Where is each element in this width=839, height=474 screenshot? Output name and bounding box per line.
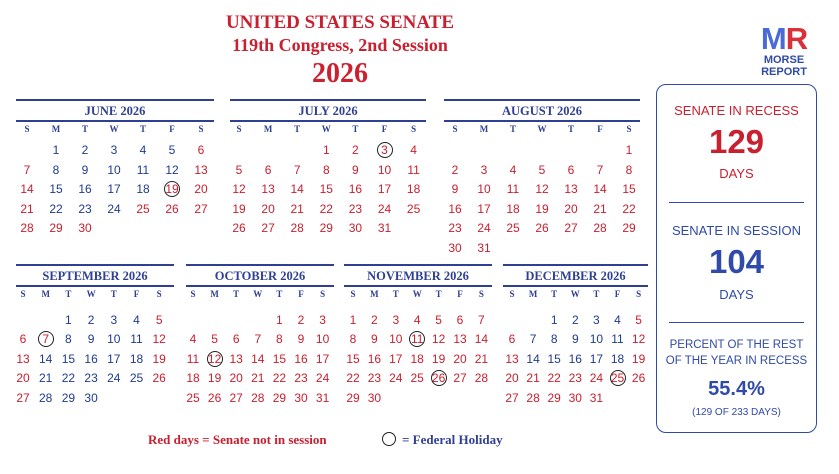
calendar-day: 13 xyxy=(505,351,519,366)
calendar-day: 9 xyxy=(451,182,459,197)
calendar-day: 4 xyxy=(133,313,140,327)
calendar-day: 4 xyxy=(413,313,421,327)
calendar-day: 30 xyxy=(367,390,382,405)
calendar-day: 30 xyxy=(448,241,462,255)
calendar-day: 28 xyxy=(593,221,607,236)
calendar-day: 16 xyxy=(78,182,92,197)
month-august: AUGUST 2026 S M T W T F S xyxy=(444,99,640,249)
calendar-day: 28 xyxy=(20,221,34,236)
calendar-day: 29 xyxy=(272,390,287,405)
calendar-day: 28 xyxy=(474,371,489,386)
calendar-day: 13 xyxy=(261,182,275,197)
calendar-day: 27 xyxy=(564,221,578,236)
calendar-day: 20 xyxy=(16,371,30,386)
calendar-day: 14 xyxy=(593,182,607,197)
calendar-day: 10 xyxy=(107,332,121,347)
calendar-day: 18 xyxy=(136,182,150,197)
calendar-day: 19 xyxy=(631,351,646,366)
calendar-day: 7 xyxy=(254,332,262,347)
calendar-day: 1 xyxy=(276,313,283,327)
calendar-day: 23 xyxy=(568,371,582,386)
calendar-day: 4 xyxy=(410,143,417,157)
month-name: AUGUST 2026 xyxy=(502,104,582,118)
calendar-day: 31 xyxy=(377,221,392,236)
calendar-day: 2 xyxy=(352,143,359,157)
month-header xyxy=(503,264,648,287)
calendar-day: 10 xyxy=(107,162,121,177)
calendar-day: 7 xyxy=(42,332,50,347)
calendar-day: 26 xyxy=(535,221,549,236)
calendar-day: 17 xyxy=(315,351,330,366)
month-name: SEPTEMBER 2026 xyxy=(42,269,148,283)
legend-holiday-circle-icon xyxy=(382,432,396,446)
calendar-day: 19 xyxy=(152,351,166,366)
calendar-day: 22 xyxy=(272,371,287,386)
calendar-day: 29 xyxy=(61,390,76,405)
month-name: OCTOBER 2026 xyxy=(214,269,306,283)
calendar-day: 10 xyxy=(389,332,403,347)
calendar-day: 14 xyxy=(474,332,489,347)
calendar-day: 2 xyxy=(87,313,95,327)
calendar-day: 6 xyxy=(456,313,464,327)
calendar-day: 30 xyxy=(78,221,92,236)
calendar-day: 22 xyxy=(49,201,63,216)
calendar-day: 6 xyxy=(264,162,272,177)
calendar-day: 10 xyxy=(589,332,604,347)
calendar-day: 23 xyxy=(367,371,382,386)
calendar-day: 7 xyxy=(529,332,537,347)
calendar-day: 29 xyxy=(319,221,333,236)
calendar-day: 11 xyxy=(407,162,420,177)
calendar-day: 19 xyxy=(165,182,179,197)
calendar-day: 5 xyxy=(155,313,163,327)
calendar-day: 21 xyxy=(290,201,304,216)
calendar-day: 12 xyxy=(232,182,246,197)
calendar-day: 8 xyxy=(52,162,60,177)
calendar-day: 16 xyxy=(84,351,98,366)
calendar-day: 11 xyxy=(136,162,150,177)
month-header xyxy=(186,264,334,287)
calendar-day: 9 xyxy=(81,162,89,177)
calendar-day: 23 xyxy=(448,221,462,236)
calendar-day: 25 xyxy=(410,371,424,386)
calendar-day: 29 xyxy=(547,390,561,405)
calendar-day: 18 xyxy=(506,201,520,216)
recess-days: 129 xyxy=(708,123,765,160)
calendar-day: 8 xyxy=(349,332,357,347)
calendar-day: 17 xyxy=(107,351,121,366)
calendar-day: 23 xyxy=(294,371,308,386)
summary-panel xyxy=(656,84,817,433)
calendar-day: 4 xyxy=(189,332,197,347)
calendar-day: 9 xyxy=(352,162,359,177)
calendar-day: 15 xyxy=(61,351,76,366)
calendar-day: 3 xyxy=(319,313,326,327)
calendar-day: 25 xyxy=(506,221,520,236)
calendar-day: 2 xyxy=(81,143,89,157)
calendar-day: 26 xyxy=(232,221,246,236)
logo-mark: MR xyxy=(760,21,808,56)
calendar-day: 11 xyxy=(410,332,424,347)
legend-holiday: = Federal Holiday xyxy=(402,432,503,447)
calendar-day: 24 xyxy=(389,371,403,386)
federal-holiday-circle-icon xyxy=(431,370,447,386)
calendar-day: 11 xyxy=(611,332,624,347)
calendar-day: 12 xyxy=(165,162,179,177)
calendar-day: 23 xyxy=(348,201,363,216)
calendar-day: 27 xyxy=(261,221,275,236)
calendar-day: 18 xyxy=(410,351,424,366)
calendar-day: 16 xyxy=(448,201,462,216)
calendar-day: 13 xyxy=(564,182,578,197)
calendar-day: 21 xyxy=(474,351,489,366)
calendar-day: 23 xyxy=(78,201,92,216)
calendar-day: 15 xyxy=(547,351,561,366)
calendar-day: 7 xyxy=(23,162,31,177)
calendar-day: 30 xyxy=(348,221,363,236)
session-unit: DAYS xyxy=(719,287,754,302)
calendar-day: 27 xyxy=(16,390,30,405)
calendar-day: 28 xyxy=(290,221,304,236)
calendar-day: 14 xyxy=(39,351,53,366)
calendar-day: 29 xyxy=(622,221,636,236)
calendar-day: 22 xyxy=(547,371,561,386)
calendar-day: 7 xyxy=(293,162,301,177)
calendar-day: 9 xyxy=(571,332,579,347)
calendar-day: 24 xyxy=(377,201,392,216)
calendar-day: 3 xyxy=(110,143,118,157)
calendar-day: 3 xyxy=(392,313,400,327)
calendar-day: 22 xyxy=(319,201,333,216)
calendar-day: 6 xyxy=(508,332,516,347)
calendar-day: 12 xyxy=(631,332,646,347)
calendar-day: 17 xyxy=(389,351,403,366)
calendar-day: 13 xyxy=(453,332,467,347)
calendar-day: 7 xyxy=(596,162,604,177)
percent-value: 55.4% xyxy=(708,378,765,400)
calendar-day: 15 xyxy=(622,182,636,197)
calendar-day: 20 xyxy=(564,201,578,216)
calendar-day: 11 xyxy=(130,332,143,347)
calendar-day: 24 xyxy=(477,221,491,236)
calendar-day: 14 xyxy=(526,351,540,366)
calendar-day: 22 xyxy=(61,371,76,386)
calendar-day: 27 xyxy=(194,201,208,216)
calendar-day: 15 xyxy=(346,351,360,366)
calendar-day: 4 xyxy=(614,313,621,327)
month-header xyxy=(16,264,174,287)
calendar-day: 10 xyxy=(477,182,491,197)
panel-divider xyxy=(669,322,804,323)
calendar-day: 27 xyxy=(229,390,243,405)
calendar-day: 21 xyxy=(526,371,540,386)
calendar-day: 21 xyxy=(20,201,34,216)
calendar-day: 25 xyxy=(610,371,625,386)
calendar-day: 19 xyxy=(431,351,446,366)
legend-red-days: Red days = Senate not in session xyxy=(148,432,327,447)
calendar-day: 24 xyxy=(315,371,330,386)
calendar-day: 17 xyxy=(477,201,491,216)
session-days: 104 xyxy=(708,243,765,280)
calendar-day: 19 xyxy=(232,201,246,216)
month-june: JUNE 2026 S M T W T F S xyxy=(16,99,214,249)
calendar-day: 18 xyxy=(406,182,421,197)
calendar-day: 5 xyxy=(635,313,642,327)
calendar-day: 20 xyxy=(261,201,275,216)
calendar-day: 12 xyxy=(207,351,222,366)
calendar-day: 1 xyxy=(322,143,330,157)
calendar-day: 8 xyxy=(550,332,558,347)
recess-label: SENATE IN RECESS xyxy=(674,103,799,118)
calendar-day: 5 xyxy=(235,162,243,177)
calendar-day: 21 xyxy=(251,371,265,386)
percent-detail: (129 OF 233 DAYS) xyxy=(692,407,781,418)
calendar-day: 28 xyxy=(39,390,53,405)
calendar-day: 5 xyxy=(538,162,546,177)
calendar-day: 2 xyxy=(297,313,305,327)
calendar-day: 17 xyxy=(589,351,604,366)
calendar-day: 15 xyxy=(319,182,333,197)
calendar-day: 9 xyxy=(371,332,378,347)
month-header xyxy=(230,99,426,122)
calendar-day: 25 xyxy=(136,201,150,216)
calendar-day: 4 xyxy=(139,143,147,157)
calendar-day: 12 xyxy=(431,332,446,347)
calendar-day: 14 xyxy=(251,351,265,366)
panel-divider xyxy=(669,202,804,203)
session-label: SENATE IN SESSION xyxy=(671,223,802,238)
calendar-day: 13 xyxy=(194,162,208,177)
calendar-day: 18 xyxy=(610,351,625,366)
recess-unit: DAYS xyxy=(719,166,754,181)
calendar-day: 24 xyxy=(107,371,121,386)
calendar-day: 5 xyxy=(211,332,218,347)
month-october: OCTOBER 2026 S M T W T F S xyxy=(186,264,334,414)
page-subtitle: 119th Congress, 2nd Session xyxy=(232,35,448,55)
calendar-day: 1 xyxy=(625,143,633,157)
calendar-day: 16 xyxy=(294,351,308,366)
month-name: JUNE 2026 xyxy=(84,104,146,118)
calendar-day: 31 xyxy=(589,390,604,405)
calendar-day: 26 xyxy=(152,371,166,386)
month-header xyxy=(344,264,492,287)
calendar-day: 25 xyxy=(406,201,421,216)
calendar-day: 10 xyxy=(377,162,392,177)
calendar-day: 2 xyxy=(451,162,459,177)
calendar-day: 11 xyxy=(186,351,200,366)
calendar-day: 30 xyxy=(84,390,98,405)
page-title: UNITED STATES SENATE xyxy=(225,12,455,33)
calendar-day: 8 xyxy=(625,162,633,177)
calendar-day: 15 xyxy=(272,351,287,366)
percent-label: PERCENT OF THE REST OF THE YEAR IN RECESS xyxy=(665,339,808,367)
calendar-day: 26 xyxy=(207,390,222,405)
calendar-day: 25 xyxy=(129,371,144,386)
calendar-day: 19 xyxy=(207,371,222,386)
calendar-day: 14 xyxy=(20,182,34,197)
federal-holiday-circle-icon xyxy=(377,142,393,158)
month-november: NOVEMBER 2026 S M T W T F S xyxy=(344,264,492,414)
calendar-day: 15 xyxy=(49,182,63,197)
calendar-day: 24 xyxy=(589,371,604,386)
calendar-day: 30 xyxy=(568,390,582,405)
calendar-day: 7 xyxy=(478,313,485,327)
calendar-day: 16 xyxy=(348,182,363,197)
calendar-day: 6 xyxy=(19,332,27,347)
month-september: SEPTEMBER 2026 S M T W T F S xyxy=(16,264,174,414)
calendar-day: 18 xyxy=(129,351,144,366)
calendar-day: 29 xyxy=(49,221,63,236)
logo-word-2: REPORT xyxy=(761,66,807,78)
calendar-day: 3 xyxy=(381,143,388,157)
calendar-day: 2 xyxy=(371,313,378,327)
calendar-day: 18 xyxy=(186,371,200,386)
calendar-day: 2 xyxy=(571,313,579,327)
calendar-day: 17 xyxy=(107,182,121,197)
calendar-day: 28 xyxy=(251,390,265,405)
calendar-day: 13 xyxy=(229,351,243,366)
morse-report-logo xyxy=(754,21,814,78)
calendar-day: 26 xyxy=(431,371,446,386)
year-title: 2026 xyxy=(312,58,368,89)
calendar-day: 31 xyxy=(315,390,330,405)
calendar-day: 1 xyxy=(65,313,72,327)
calendar-day: 21 xyxy=(39,371,53,386)
calendar-day: 11 xyxy=(506,182,520,197)
calendar-day: 20 xyxy=(194,182,208,197)
calendar-day: 5 xyxy=(168,143,176,157)
calendar-day: 1 xyxy=(349,313,357,327)
calendar-day: 23 xyxy=(84,371,98,386)
calendar-day: 6 xyxy=(567,162,575,177)
calendar-day: 21 xyxy=(593,201,607,216)
federal-holiday-circle-icon xyxy=(610,370,626,386)
calendar-day: 16 xyxy=(568,351,582,366)
calendar-day: 27 xyxy=(453,371,467,386)
calendar-day: 20 xyxy=(229,371,243,386)
calendar-day: 27 xyxy=(505,390,519,405)
calendar-day: 1 xyxy=(52,143,60,157)
calendar-day: 28 xyxy=(526,390,540,405)
federal-holiday-circle-icon xyxy=(38,331,54,347)
month-july: JULY 2026 S M T W T F S xyxy=(230,99,426,249)
month-name: NOVEMBER 2026 xyxy=(367,269,469,283)
calendar-day: 29 xyxy=(346,390,360,405)
calendar-day: 14 xyxy=(290,182,304,197)
calendar-day: 12 xyxy=(152,332,166,347)
calendar-day: 3 xyxy=(110,313,118,327)
calendar-day: 26 xyxy=(165,201,179,216)
federal-holiday-circle-icon xyxy=(207,351,223,367)
calendar-day: 9 xyxy=(87,332,95,347)
calendar-day: 5 xyxy=(435,313,442,327)
calendar-day: 26 xyxy=(631,371,646,386)
calendar-day: 3 xyxy=(593,313,600,327)
calendar-day: 4 xyxy=(509,162,517,177)
calendar-day: 20 xyxy=(505,371,519,386)
calendar-day: 24 xyxy=(107,201,121,216)
calendar-day: 8 xyxy=(65,332,72,347)
federal-holiday-circle-icon xyxy=(409,331,425,347)
calendar-day: 16 xyxy=(367,351,382,366)
calendar-day: 1 xyxy=(550,313,558,327)
logo-word-1: MORSE xyxy=(763,54,805,66)
month-header xyxy=(16,99,214,122)
calendar-day: 20 xyxy=(453,351,467,366)
month-header xyxy=(444,99,640,122)
federal-holiday-circle-icon xyxy=(164,181,180,197)
calendar-day: 25 xyxy=(186,390,200,405)
calendar-day: 31 xyxy=(477,241,491,255)
calendar-day: 22 xyxy=(346,371,360,386)
calendar-day: 10 xyxy=(315,332,330,347)
calendar-day: 6 xyxy=(232,332,240,347)
calendar-day: 30 xyxy=(294,390,308,405)
calendar-day: 17 xyxy=(377,182,392,197)
calendar-day: 19 xyxy=(535,201,549,216)
calendar-day: 8 xyxy=(276,332,283,347)
calendar-day: 8 xyxy=(322,162,330,177)
calendar-day: 13 xyxy=(16,351,30,366)
month-name: DECEMBER 2026 xyxy=(525,269,626,283)
month-name: JULY 2026 xyxy=(298,104,358,118)
calendar-day: 3 xyxy=(480,162,488,177)
calendar-day: 22 xyxy=(622,201,636,216)
calendar-day: 12 xyxy=(535,182,549,197)
calendar-day: 6 xyxy=(197,143,205,157)
month-december: DECEMBER 2026 S M T W T F S xyxy=(503,264,648,414)
calendar-day: 9 xyxy=(297,332,305,347)
